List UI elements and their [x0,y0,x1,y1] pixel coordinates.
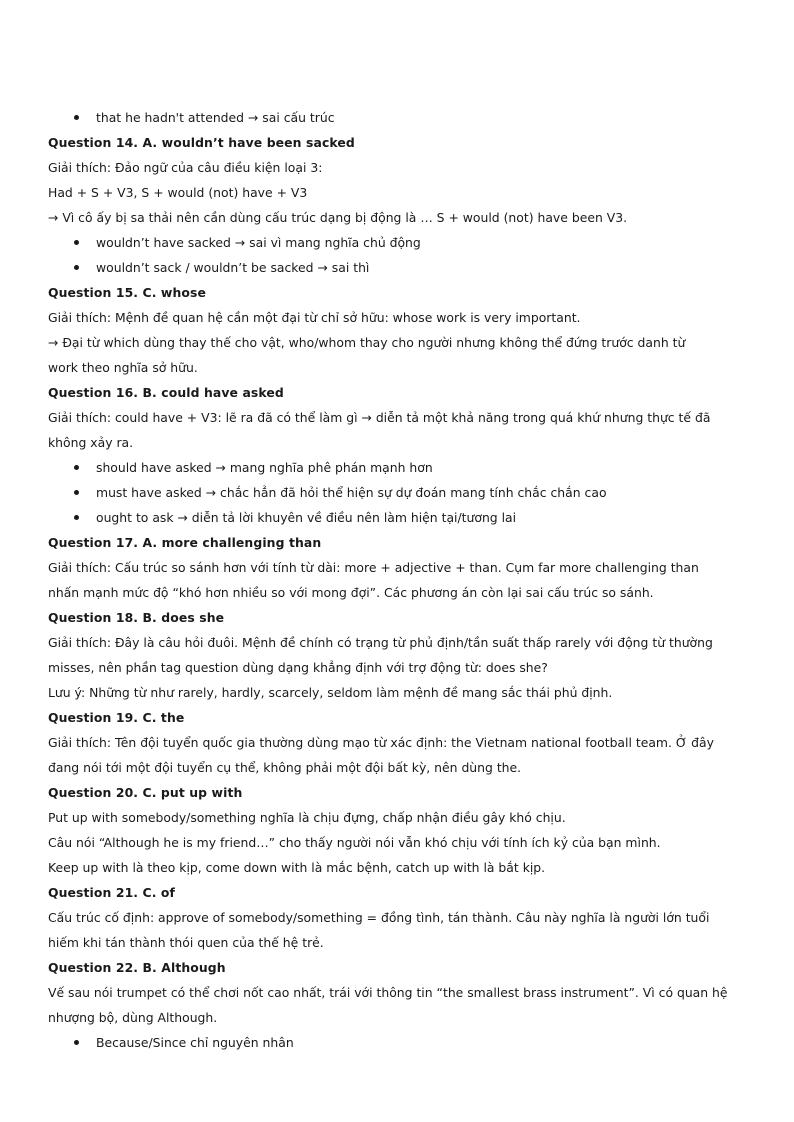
paragraph-line [48,305,748,330]
bullet-item [48,480,748,505]
bullet-dot-icon [74,490,79,495]
question-heading-text: Question 19. C. the [48,710,185,725]
paragraph-text: hiếm khi tán thành thói quen của thế hệ trẻ. [48,935,324,950]
bullet-item-text: ought to ask → diễn tả lời khuyên về điều nên làm hiện tại/tương lai [96,510,517,525]
paragraph-text: Câu nói “Although he is my friend…” cho thấy người nói vẫn khó chịu với tính ích kỷ của bạn mình. [48,835,661,850]
question-heading-text: Question 17. A. more challenging than [48,535,322,550]
question-heading [48,380,748,405]
paragraph-line [48,330,748,355]
bullet-item-text: that he hadn't attended → sai cấu trúc [96,110,335,125]
bullet-item [48,255,748,280]
question-heading-text: Question 20. C. put up with [48,785,243,800]
bullet-item-text: should have asked → mang nghĩa phê phán mạnh hơn [96,460,433,475]
paragraph-line [48,855,748,880]
question-heading-text: Question 18. B. does she [48,610,225,625]
paragraph-text: Keep up with là theo kịp, come down with là mắc bệnh, catch up with là bắt kịp. [48,860,546,875]
question-heading [48,605,748,630]
paragraph-line [48,655,748,680]
paragraph-text: Vế sau nói trumpet có thể chơi nốt cao nhất, trái với thông tin “the smallest brass instrument”. Vì có quan hệ [48,985,728,1000]
paragraph-line [48,830,748,855]
paragraph-text: Giải thích: Mệnh đề quan hệ cần một đại từ chỉ sở hữu: whose work is very important. [48,310,581,325]
question-heading-text: Question 21. C. of [48,885,176,900]
bullet-item-text: Because/Since chỉ nguyên nhân [96,1035,294,1050]
question-heading-text: Question 14. A. wouldn’t have been sacked [48,135,355,150]
question-heading-text: Question 16. B. could have asked [48,385,284,400]
bullet-item [48,505,748,530]
paragraph-text: nhượng bộ, dùng Although. [48,1010,218,1025]
bullet-dot-icon [74,265,79,270]
paragraph-text: Had + S + V3, S + would (not) have + V3 [48,185,308,200]
paragraph-line [48,930,748,955]
bullet-item [48,105,748,130]
paragraph-text: đang nói tới một đội tuyển cụ thể, không phải một đội bất kỳ, nên dùng the. [48,760,522,775]
bullet-item-text: wouldn’t sack / wouldn’t be sacked → sai thì [96,260,370,275]
paragraph-line [48,755,748,780]
paragraph-text: không xảy ra. [48,435,134,450]
question-heading [48,955,748,980]
paragraph-text: Giải thích: Đây là câu hỏi đuôi. Mệnh đề chính có trạng từ phủ định/tần suất thấp rarely với động từ thường [48,635,713,650]
paragraph-line [48,355,748,380]
bullet-item [48,1030,748,1055]
bullet-item [48,230,748,255]
paragraph-text: → Đại từ which dùng thay thế cho vật, who/whom thay cho người nhưng không thể đứng trước danh từ [48,335,686,350]
bullet-dot-icon [74,515,79,520]
paragraph-line [48,980,748,1005]
paragraph-text: misses, nên phần tag question dùng dạng khẳng định với trợ động từ: does she? [48,660,548,675]
question-heading [48,280,748,305]
question-heading [48,780,748,805]
bullet-item-text: wouldn’t have sacked → sai vì mang nghĩa chủ động [96,235,421,250]
bullet-dot-icon [74,240,79,245]
paragraph-line [48,205,748,230]
bullet-dot-icon [74,115,79,120]
paragraph-text: Giải thích: Đảo ngữ của câu điều kiện loại 3: [48,160,323,175]
paragraph-text: work theo nghĩa sở hữu. [48,360,198,375]
paragraph-line [48,1005,748,1030]
paragraph-text: Put up with somebody/something nghĩa là chịu đựng, chấp nhận điều gây khó chịu. [48,810,566,825]
question-heading [48,530,748,555]
paragraph-text: nhấn mạnh mức độ “khó hơn nhiều so với mong đợi”. Các phương án còn lại sai cấu trúc so sánh. [48,585,654,600]
question-heading [48,130,748,155]
paragraph-line [48,730,748,755]
bullet-dot-icon [74,465,79,470]
paragraph-line [48,580,748,605]
paragraph-text: Lưu ý: Những từ như rarely, hardly, scarcely, seldom làm mệnh đề mang sắc thái phủ định. [48,685,613,700]
paragraph-line [48,905,748,930]
paragraph-text: Giải thích: Tên đội tuyển quốc gia thường dùng mạo từ xác định: the Vietnam national football team. Ở đây [48,735,714,750]
paragraph-line [48,155,748,180]
bullet-dot-icon [74,1040,79,1045]
paragraph-line [48,630,748,655]
question-heading [48,705,748,730]
paragraph-line [48,430,748,455]
paragraph-text: Giải thích: could have + V3: lẽ ra đã có thể làm gì → diễn tả một khả năng trong quá khứ nhưng thực tế đã [48,410,711,425]
paragraph-line [48,180,748,205]
paragraph-line [48,405,748,430]
question-heading-text: Question 15. C. whose [48,285,206,300]
paragraph-line [48,680,748,705]
paragraph-text: Cấu trúc cố định: approve of somebody/something = đồng tình, tán thành. Câu này nghĩa là người lớn tuổi [48,910,710,925]
paragraph-line [48,555,748,580]
bullet-item-text: must have asked → chắc hẳn đã hỏi thể hiện sự dự đoán mang tính chắc chắn cao [96,485,607,500]
paragraph-text: → Vì cô ấy bị sa thải nên cần dùng cấu trúc dạng bị động là … S + would (not) have been V3. [48,210,628,225]
question-heading-text: Question 22. B. Although [48,960,226,975]
document-page [48,105,748,1055]
paragraph-text: Giải thích: Cấu trúc so sánh hơn với tính từ dài: more + adjective + than. Cụm far more challenging than [48,560,699,575]
question-heading [48,880,748,905]
paragraph-line [48,805,748,830]
bullet-item [48,455,748,480]
